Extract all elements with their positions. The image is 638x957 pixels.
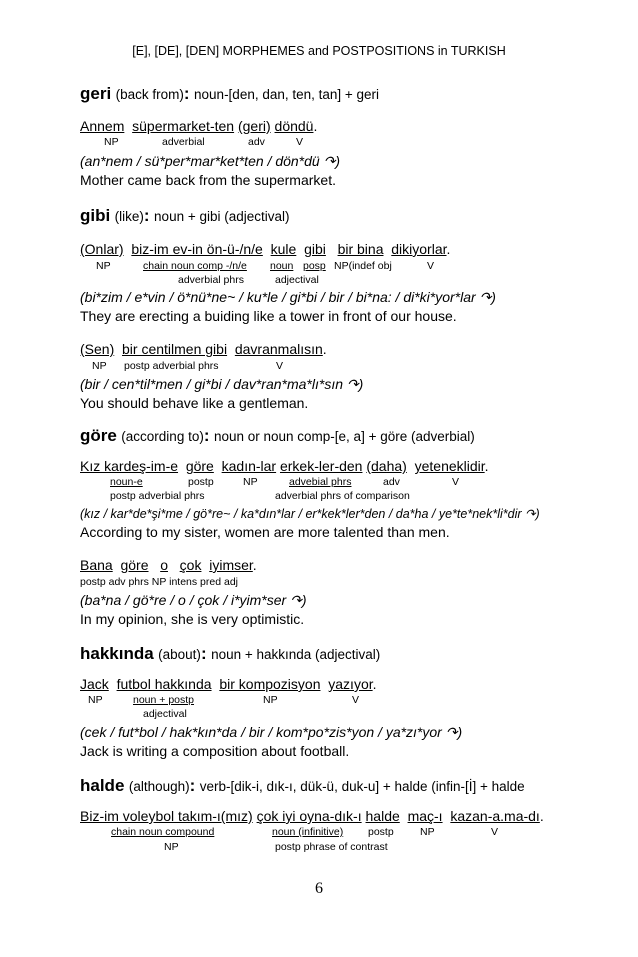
heading-colon: : bbox=[189, 776, 196, 795]
example-sentence bbox=[80, 557, 257, 573]
grammar-label: V bbox=[491, 826, 499, 838]
label-text: noun (infinitive) bbox=[272, 826, 344, 838]
word: döndü bbox=[274, 118, 314, 134]
grammar-label: NP bbox=[96, 260, 111, 272]
heading-colon: : bbox=[143, 206, 150, 225]
word: (daha) bbox=[366, 458, 407, 474]
word: maç-ı bbox=[407, 808, 443, 824]
word: kazan-a.ma-dı bbox=[450, 808, 540, 824]
word: süpermarket-ten bbox=[132, 118, 235, 134]
grammar-label: V bbox=[427, 260, 435, 272]
translation: In my opinion, she is very optimistic. bbox=[80, 611, 305, 627]
word: Annem bbox=[80, 118, 125, 134]
word: kule bbox=[270, 241, 297, 257]
word: yeteneklidir bbox=[414, 458, 485, 474]
word: bir kompozisyon bbox=[219, 676, 321, 692]
word: (geri) bbox=[237, 118, 271, 134]
pronunciation: (ba*na / gö*re / o / çok / i*yim*ser ↷) bbox=[80, 592, 307, 608]
heading-gloss: (like) bbox=[114, 209, 144, 224]
example-sentence bbox=[80, 808, 544, 824]
grammar-label: adverbial phrs bbox=[178, 274, 244, 286]
section-heading-gore bbox=[80, 426, 475, 446]
punct: . bbox=[484, 458, 489, 474]
translation: Mother came back from the supermarket. bbox=[80, 172, 336, 188]
example-sentence bbox=[80, 676, 377, 692]
heading-formula: noun + hakkında (adjectival) bbox=[211, 647, 381, 662]
word: davranmalısın bbox=[234, 341, 323, 357]
section-heading-gibi bbox=[80, 206, 290, 226]
section-heading-halde bbox=[80, 776, 525, 796]
page-header: [E], [DE], [DEN] MORPHEMES and POSTPOSITIONS in TURKISH bbox=[132, 44, 506, 58]
punct: . bbox=[446, 241, 451, 257]
grammar-label: adjectival bbox=[275, 274, 319, 286]
word: Bana bbox=[80, 557, 113, 573]
word: Kız kardeş-im-e bbox=[80, 458, 179, 474]
heading-word: gibi bbox=[80, 206, 111, 225]
grammar-label bbox=[289, 476, 399, 488]
section-heading-geri bbox=[80, 84, 379, 104]
heading-gloss: (although) bbox=[128, 779, 190, 794]
grammar-label: adv bbox=[248, 136, 265, 148]
grammar-label: noun bbox=[270, 260, 294, 272]
pronunciation: (kız / kar*de*şi*me / gö*re~ / ka*dın*lar / er*kek*ler*den / da*ha / ye*te*nek*li*dir ↷) bbox=[80, 507, 540, 521]
translation: They are erecting a buiding like a tower in front of our house. bbox=[80, 308, 457, 324]
grammar-label: V bbox=[352, 694, 360, 706]
heading-gloss: (according to) bbox=[121, 429, 204, 444]
word: Biz-im voleybol takım-ı(mız) bbox=[80, 808, 253, 824]
grammar-label: postp adverbial phrs bbox=[124, 360, 219, 372]
word: Jack bbox=[80, 676, 109, 692]
heading-word: göre bbox=[80, 426, 117, 445]
word: halde bbox=[365, 808, 400, 824]
word: (Onlar) bbox=[80, 241, 124, 257]
heading-formula: noun or noun comp-[e, a] + göre (adverbial) bbox=[213, 429, 475, 444]
word: çok bbox=[179, 557, 202, 573]
heading-gloss: (back from) bbox=[115, 87, 184, 102]
pronunciation: (bi*zim / e*vin / ö*nü*ne~ / ku*le / gi*bi / bir / bi*na: / di*ki*yor*lar ↷) bbox=[80, 289, 496, 305]
translation: You should behave like a gentleman. bbox=[80, 395, 309, 411]
label-text: adv bbox=[383, 476, 400, 488]
grammar-label: V bbox=[452, 476, 460, 488]
heading-colon: : bbox=[203, 426, 210, 445]
grammar-label: NP bbox=[92, 360, 107, 372]
grammar-label bbox=[110, 476, 228, 488]
label-text: noun-e bbox=[110, 476, 143, 488]
grammar-label: postp adverbial phrs bbox=[110, 490, 205, 502]
heading-colon: : bbox=[200, 644, 207, 663]
page-number: 6 bbox=[315, 880, 323, 897]
grammar-label: NP bbox=[164, 841, 179, 853]
word: erkek-ler-den bbox=[279, 458, 363, 474]
word: biz-im ev-in ön-ü-/n/e bbox=[131, 241, 263, 257]
grammar-label: NP bbox=[243, 476, 258, 488]
label-text: postp bbox=[368, 826, 394, 838]
heading-gloss: (about) bbox=[158, 647, 201, 662]
heading-word: hakkında bbox=[80, 644, 154, 663]
example-sentence bbox=[80, 458, 489, 474]
grammar-label: chain noun comp -/n/e bbox=[143, 260, 247, 272]
punct: . bbox=[372, 676, 377, 692]
punct: . bbox=[252, 557, 257, 573]
grammar-label: adverbial phrs of comparison bbox=[275, 490, 410, 502]
word: yazıyor bbox=[328, 676, 373, 692]
punct: . bbox=[313, 118, 318, 134]
translation: According to my sister, women are more talented than men. bbox=[80, 524, 450, 540]
example-sentence bbox=[80, 118, 317, 134]
example-sentence bbox=[80, 341, 327, 357]
heading-colon: : bbox=[183, 84, 190, 103]
heading-word: geri bbox=[80, 84, 112, 103]
section-heading-hakkinda bbox=[80, 644, 380, 664]
word: (Sen) bbox=[80, 341, 115, 357]
grammar-label: postp phrase of contrast bbox=[275, 841, 388, 853]
word: çok iyi oyna-dık-ı bbox=[256, 808, 362, 824]
grammar-label: noun + postp bbox=[133, 694, 195, 706]
label-text: postp bbox=[188, 476, 214, 488]
punct: . bbox=[322, 341, 327, 357]
heading-formula: verb-[dik-i, dık-ı, dük-ü, duk-u] + halde (infin-[İ] + halde bbox=[199, 779, 525, 794]
word: bir bina bbox=[337, 241, 384, 257]
word: göre bbox=[185, 458, 214, 474]
word: iyimser bbox=[209, 557, 253, 573]
pronunciation: (cek / fut*bol / hak*kın*da / bir / kom*po*zis*yon / ya*zı*yor ↷) bbox=[80, 724, 463, 740]
example-sentence bbox=[80, 241, 450, 257]
grammar-label: NP bbox=[420, 826, 435, 838]
grammar-label: chain noun compound bbox=[111, 826, 215, 838]
grammar-label: NP(indef obj bbox=[334, 260, 392, 272]
heading-formula: noun + gibi (adjectival) bbox=[154, 209, 290, 224]
heading-word: halde bbox=[80, 776, 125, 795]
word: o bbox=[160, 557, 168, 573]
word: futbol hakkında bbox=[116, 676, 212, 692]
grammar-label: adverbial bbox=[162, 136, 205, 148]
word: göre bbox=[120, 557, 149, 573]
word: kadın-lar bbox=[221, 458, 277, 474]
label-text: advebial phrs bbox=[289, 476, 352, 488]
grammar-label: V bbox=[296, 136, 304, 148]
grammar-label: NP bbox=[104, 136, 119, 148]
grammar-label: posp bbox=[303, 260, 326, 272]
grammar-label bbox=[272, 826, 398, 838]
grammar-label: adjectival bbox=[143, 708, 187, 720]
word: dikiyorlar bbox=[391, 241, 447, 257]
pronunciation: (bir / cen*til*men / gi*bi / dav*ran*ma*lı*sın ↷) bbox=[80, 376, 364, 392]
grammar-label: V bbox=[276, 360, 284, 372]
punct: . bbox=[539, 808, 544, 824]
grammar-label: NP bbox=[88, 694, 103, 706]
grammar-label: NP bbox=[263, 694, 278, 706]
word: bir centilmen gibi bbox=[122, 341, 228, 357]
translation: Jack is writing a composition about football. bbox=[80, 743, 350, 759]
pronunciation: (an*nem / sü*per*mar*ket*ten / dön*dü ↷) bbox=[80, 153, 340, 169]
heading-formula: noun-[den, dan, ten, tan] + geri bbox=[194, 87, 380, 102]
word: gibi bbox=[304, 241, 326, 257]
grammar-label: postp adv phrs NP intens pred adj bbox=[80, 576, 238, 588]
